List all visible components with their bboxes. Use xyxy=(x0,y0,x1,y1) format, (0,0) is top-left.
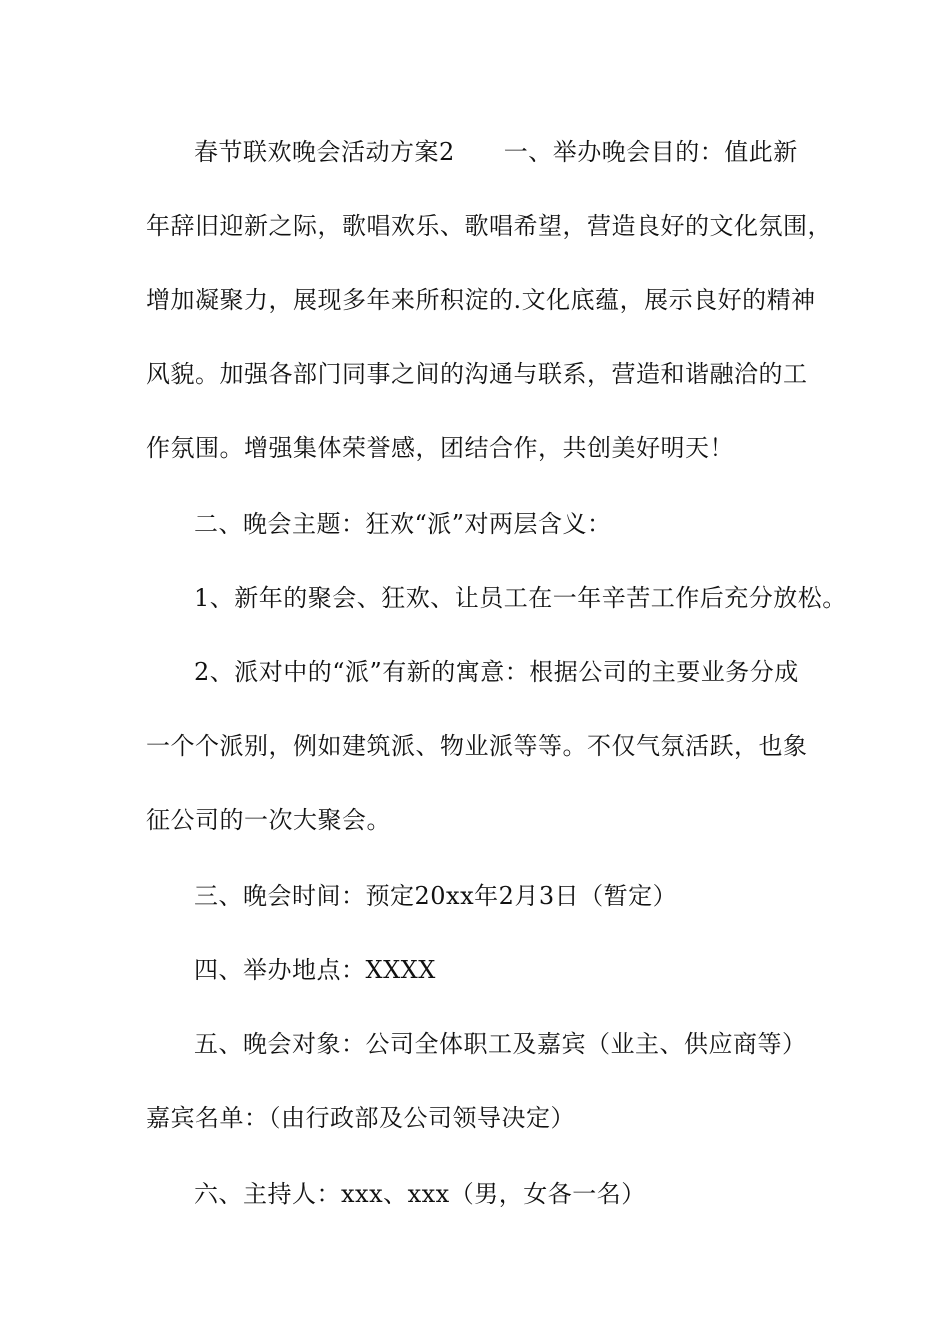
section-heading-location: 四、举办地点：XXXX xyxy=(194,956,436,984)
paragraph-line: 春节联欢晚会活动方案2 一、举办晚会目的：值此新 xyxy=(194,138,798,166)
section-heading-theme: 二、晚会主题：狂欢“派”对两层含义： xyxy=(194,510,612,538)
section-heading-time: 三、晚会时间：预定20xx年2月3日（暂定） xyxy=(194,882,678,910)
paragraph-line: 增加凝聚力，展现多年来所积淀的.文化底蕴，展示良好的精神 xyxy=(146,286,816,314)
paragraph-line: 作氛围。增强集体荣誉感，团结合作，共创美好明天！ xyxy=(146,434,734,462)
guest-list-line: 嘉宾名单：（由行政部及公司领导决定） xyxy=(146,1104,575,1132)
section-heading-audience: 五、晚会对象：公司全体职工及嘉宾（业主、供应商等） xyxy=(194,1030,807,1058)
paragraph-line: 一个个派别，例如建筑派、物业派等等。不仅气氛活跃，也象 xyxy=(146,732,808,760)
paragraph-line: 征公司的一次大聚会。 xyxy=(146,806,391,834)
section-heading-hosts: 六、主持人：xxx、xxx（男，女各一名） xyxy=(194,1180,646,1208)
list-item: 2、派对中的“派”有新的寓意：根据公司的主要业务分成 xyxy=(194,658,799,686)
list-item: 1、新年的聚会、狂欢、让员工在一年辛苦工作后充分放松。 xyxy=(194,584,847,612)
paragraph-line: 风貌。加强各部门同事之间的沟通与联系，营造和谐融洽的工 xyxy=(146,360,808,388)
paragraph-line: 年辞旧迎新之际，歌唱欢乐、歌唱希望，营造良好的文化氛围， xyxy=(146,212,832,240)
